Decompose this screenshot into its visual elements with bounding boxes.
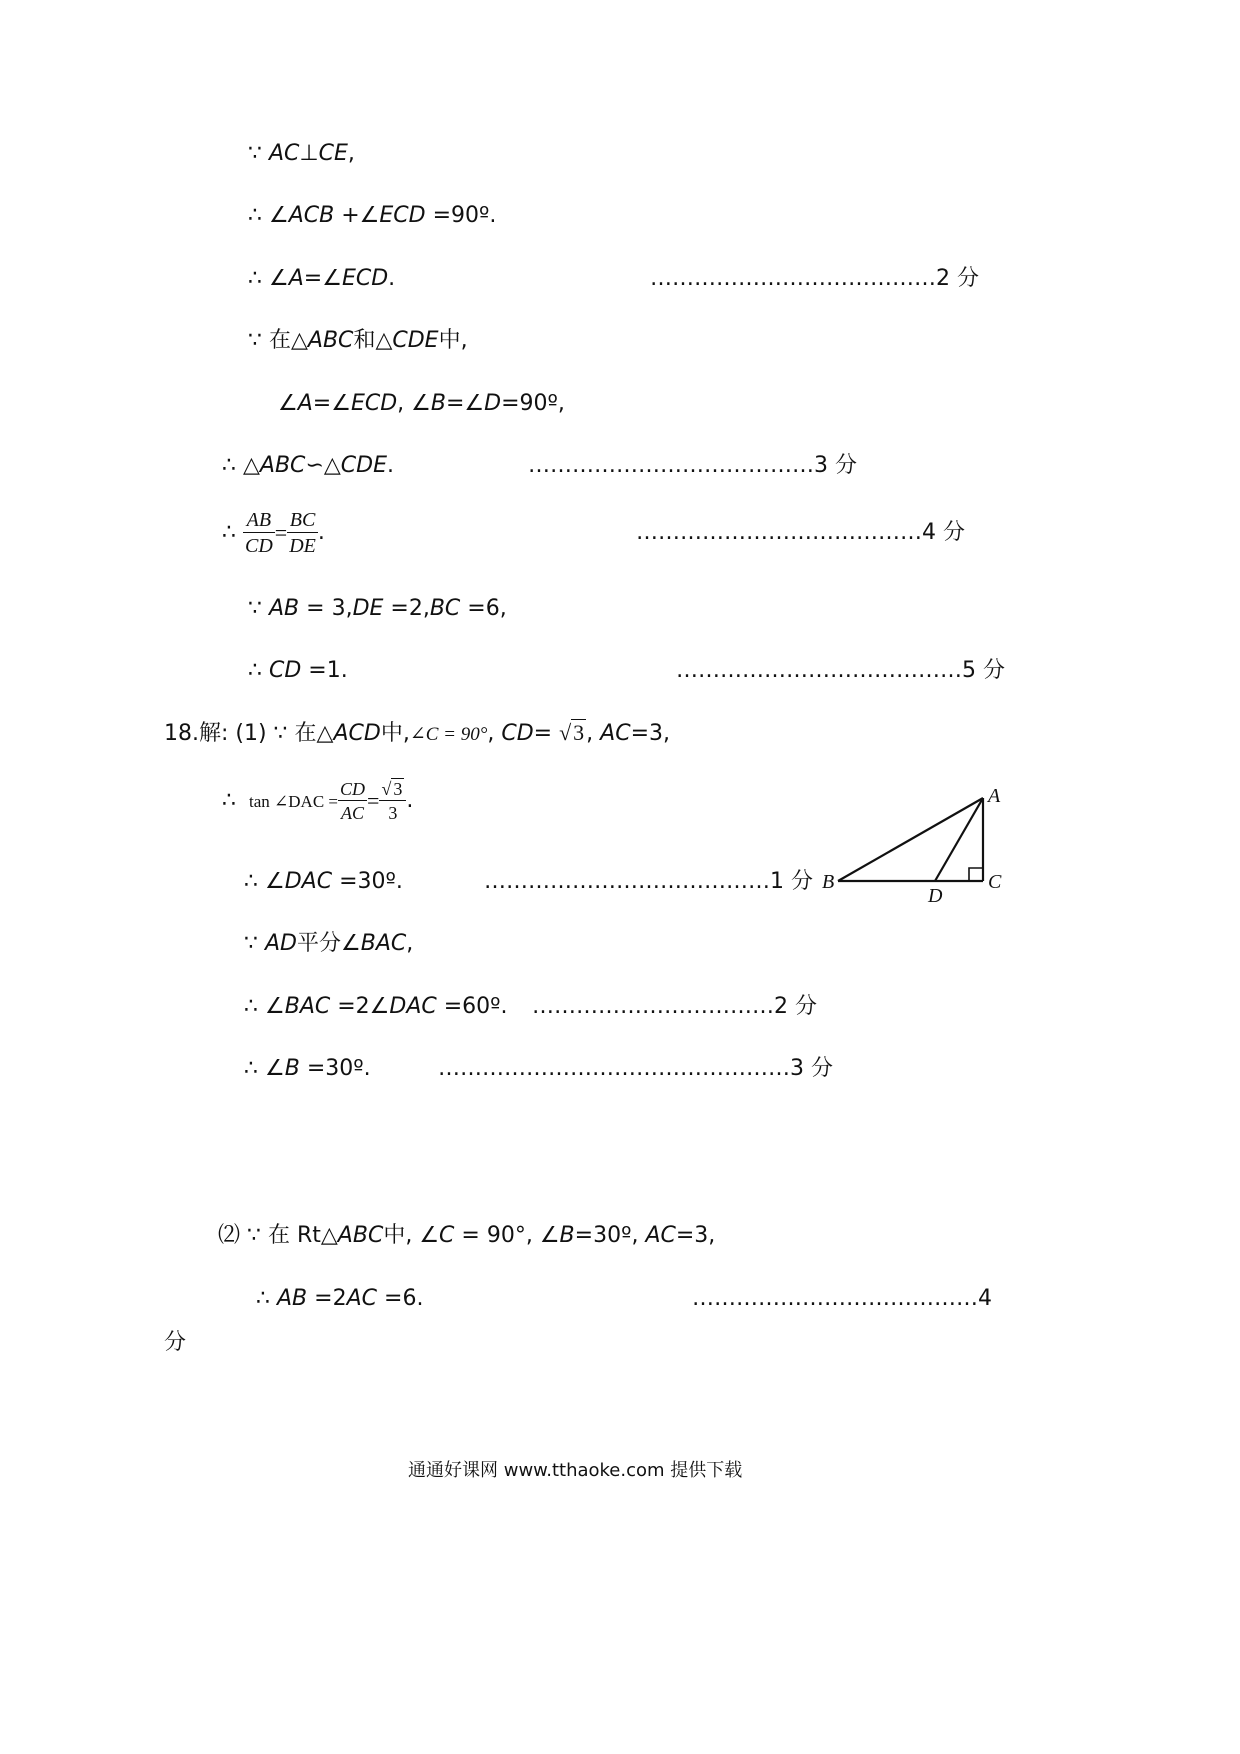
page-footer: 通通好课网 www.tthaoke.com 提供下载 [408,1460,743,1481]
proof-line-4: ∵ 在△ABC和△CDE中, [248,328,468,353]
label-c: C [988,871,1002,893]
proof-line-5: ∠A=∠ECD, ∠B=∠D=90º, [278,391,565,416]
sqrt-symbol: √3 [559,720,585,745]
score-5: …………………………………5 分 [676,658,1005,683]
score-4b: …………………………………4 [692,1286,992,1311]
proof-line-12: ∴ ∠DAC =30º. [244,869,403,894]
fraction-cd-ac: $\frac{CD}{AC}$ [340,779,366,823]
score-3b: …………………………………………3 分 [438,1056,833,1081]
proof-line-17: ∴ AB =2AC =6. [256,1286,424,1311]
proof-line-9: ∴ CD =1. [248,658,348,683]
label-a: A [988,785,1001,807]
proof-line-2: ∴ ∠ACB +∠ECD =90º. [248,203,497,228]
sqrt-symbol: √ 3 [381,779,403,799]
label-d: D [928,885,943,907]
score-4: …………………………………4 分 [636,520,965,545]
proof-line-3: ∴ ∠A=∠ECD. [248,266,396,291]
side-ab [838,798,983,881]
fraction-sqrt3-3: $\frac{√ 3}{3}$ [379,780,406,822]
score-3: …………………………………3 分 [528,453,857,478]
fraction-ab-cd: $\frac{AB}{CD}$ [245,509,273,557]
part-2-line: ⑵ ∵ 在 Rt△ABC中, ∠C = 90°, ∠B=30º, AC=3, [218,1223,716,1248]
score-2b: ……………………………2 分 [532,994,817,1019]
proof-line-13: ∵ AD平分∠BAC, [244,931,414,956]
proof-line-15: ∴ ∠B =30º. [244,1056,371,1081]
score-1: …………………………………1 分 [484,869,813,894]
problem-18-line: 18.解: (1) ∵ 在△ACD中,∠C = 90°, CD= √3, AC=3, [164,720,671,746]
right-angle-mark [969,868,983,881]
score-2: …………………………………2 分 [650,266,979,291]
proof-line-7: ∴ $\frac{AB}{CD}$ = $\frac{BC}{DE}$ . [222,509,325,557]
proof-line-14: ∴ ∠BAC =2∠DAC =60º. [244,994,508,1019]
proof-line-1: ∵ AC⊥CE, [248,141,355,166]
proof-line-6: ∴ △ABC∽△CDE. [222,453,394,478]
proof-line-8: ∵ AB = 3,DE =2,BC =6, [248,596,507,621]
tan-line: ∴ tan ∠DAC = $\frac{CD}{AC}$ = $\frac{√ 3}{3}$ . [222,779,414,823]
score-unit-wrap: 分 [164,1330,187,1355]
label-b: B [822,871,835,893]
fraction-bc-de: $\frac{BC}{DE}$ [289,509,316,557]
triangle-figure [816,780,1016,910]
